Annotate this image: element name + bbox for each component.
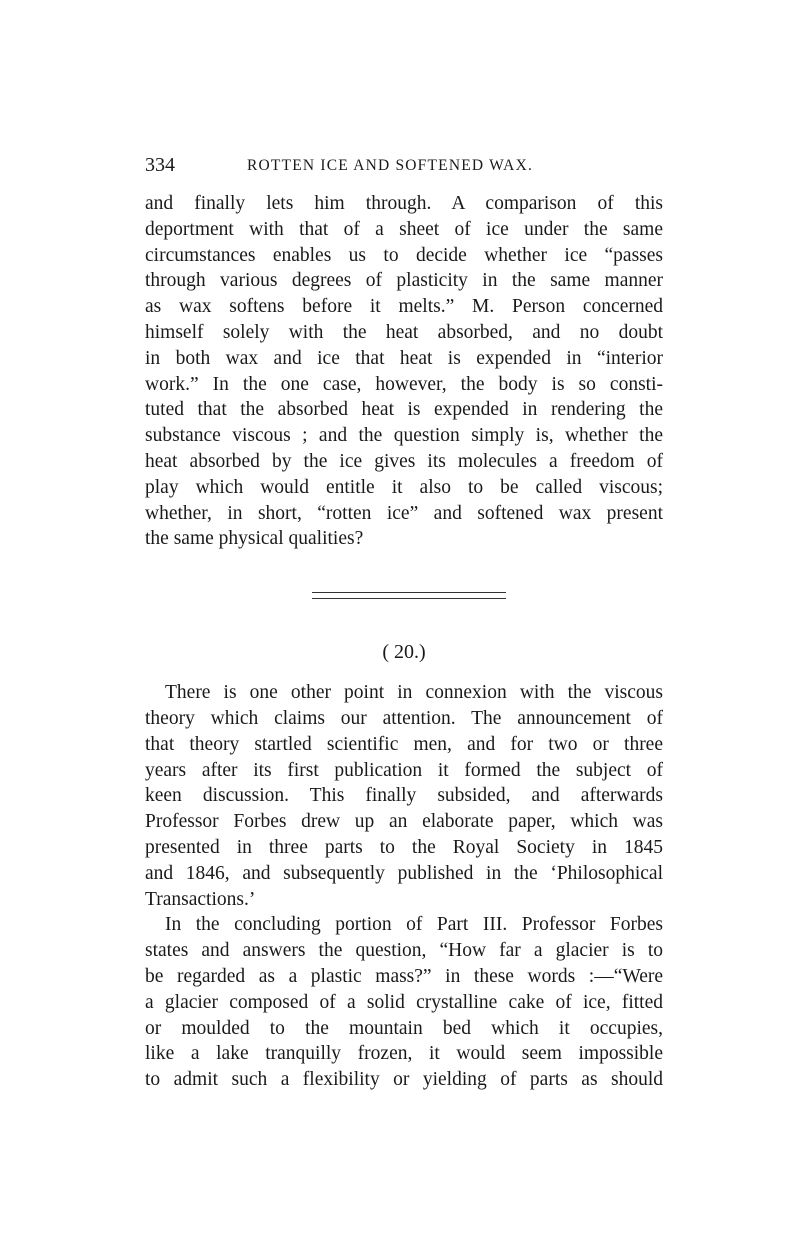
text-line: and finally lets him through. A comparison of this [145, 193, 663, 214]
section-number: ( 20.) [382, 641, 426, 664]
text-line: presented in three parts to the Royal Society in 1845 [145, 836, 663, 858]
text-line: and 1846, and subsequently published in the ‘Philosophical [145, 862, 663, 884]
text-line: states and answers the question, “How far a glacier is to [145, 940, 663, 962]
text-line: like a lake tranquilly frozen, it would seem impossible [145, 1043, 663, 1065]
text-line: Professor Forbes drew up an elaborate paper, which was [145, 811, 663, 833]
text-line: deportment with that of a sheet of ice under the same [145, 218, 663, 240]
text-line: in both wax and ice that heat is expended in “interior [145, 347, 663, 369]
text-line: heat absorbed by the ice gives its molecules a freedom of [145, 450, 663, 472]
book-page [145, 150, 663, 1093]
text-line: keen discussion. This finally subsided, and afterwards [145, 785, 663, 807]
text-line: the same physical qualities? [145, 528, 364, 550]
text-line: years after its first publication it formed the subject of [145, 759, 663, 781]
text-line: himself solely with the heat absorbed, and no doubt [145, 321, 663, 343]
text-line: that theory startled scientific men, and for two or three [145, 733, 663, 755]
running-head [145, 150, 663, 180]
paragraph [145, 912, 663, 1093]
text-line: There is one other point in connexion with the viscous [165, 682, 663, 704]
text-line: theory which claims our attention. The announcement of [145, 707, 663, 729]
text-line: substance viscous ; and the question simply is, whether the [145, 425, 663, 447]
text-line: to admit such a flexibility or yielding of parts as should [145, 1069, 663, 1091]
text-line: In the concluding portion of Part III. Professor Forbes [165, 914, 663, 936]
text-line: a glacier composed of a solid crystalline cake of ice, fitted [145, 991, 663, 1013]
text-line: tuted that the absorbed heat is expended in rendering the [145, 399, 663, 421]
text-line: whether, in short, “rotten ice” and softened wax present [145, 502, 663, 524]
paragraph-continued [145, 191, 663, 552]
text-line: circumstances enables us to decide whether ice “passes [145, 244, 663, 266]
text-line: work.” In the one case, however, the body is so consti- [145, 373, 663, 395]
text-line: through various degrees of plasticity in the same manner [145, 270, 663, 292]
page-number: 334 [145, 154, 175, 176]
text-line: play which would entitle it also to be called viscous; [145, 476, 663, 498]
running-title: ROTTEN ICE AND SOFTENED WAX. [247, 157, 534, 174]
text-line: be regarded as a plastic mass?” in these words :—“Were [145, 965, 663, 987]
text-line: Transactions.’ [145, 888, 256, 910]
text-line: as wax softens before it melts.” M. Person concerned [145, 296, 663, 318]
text-line: or moulded to the mountain bed which it occupies, [145, 1017, 663, 1039]
paragraph [145, 680, 663, 912]
section-divider [312, 592, 506, 599]
